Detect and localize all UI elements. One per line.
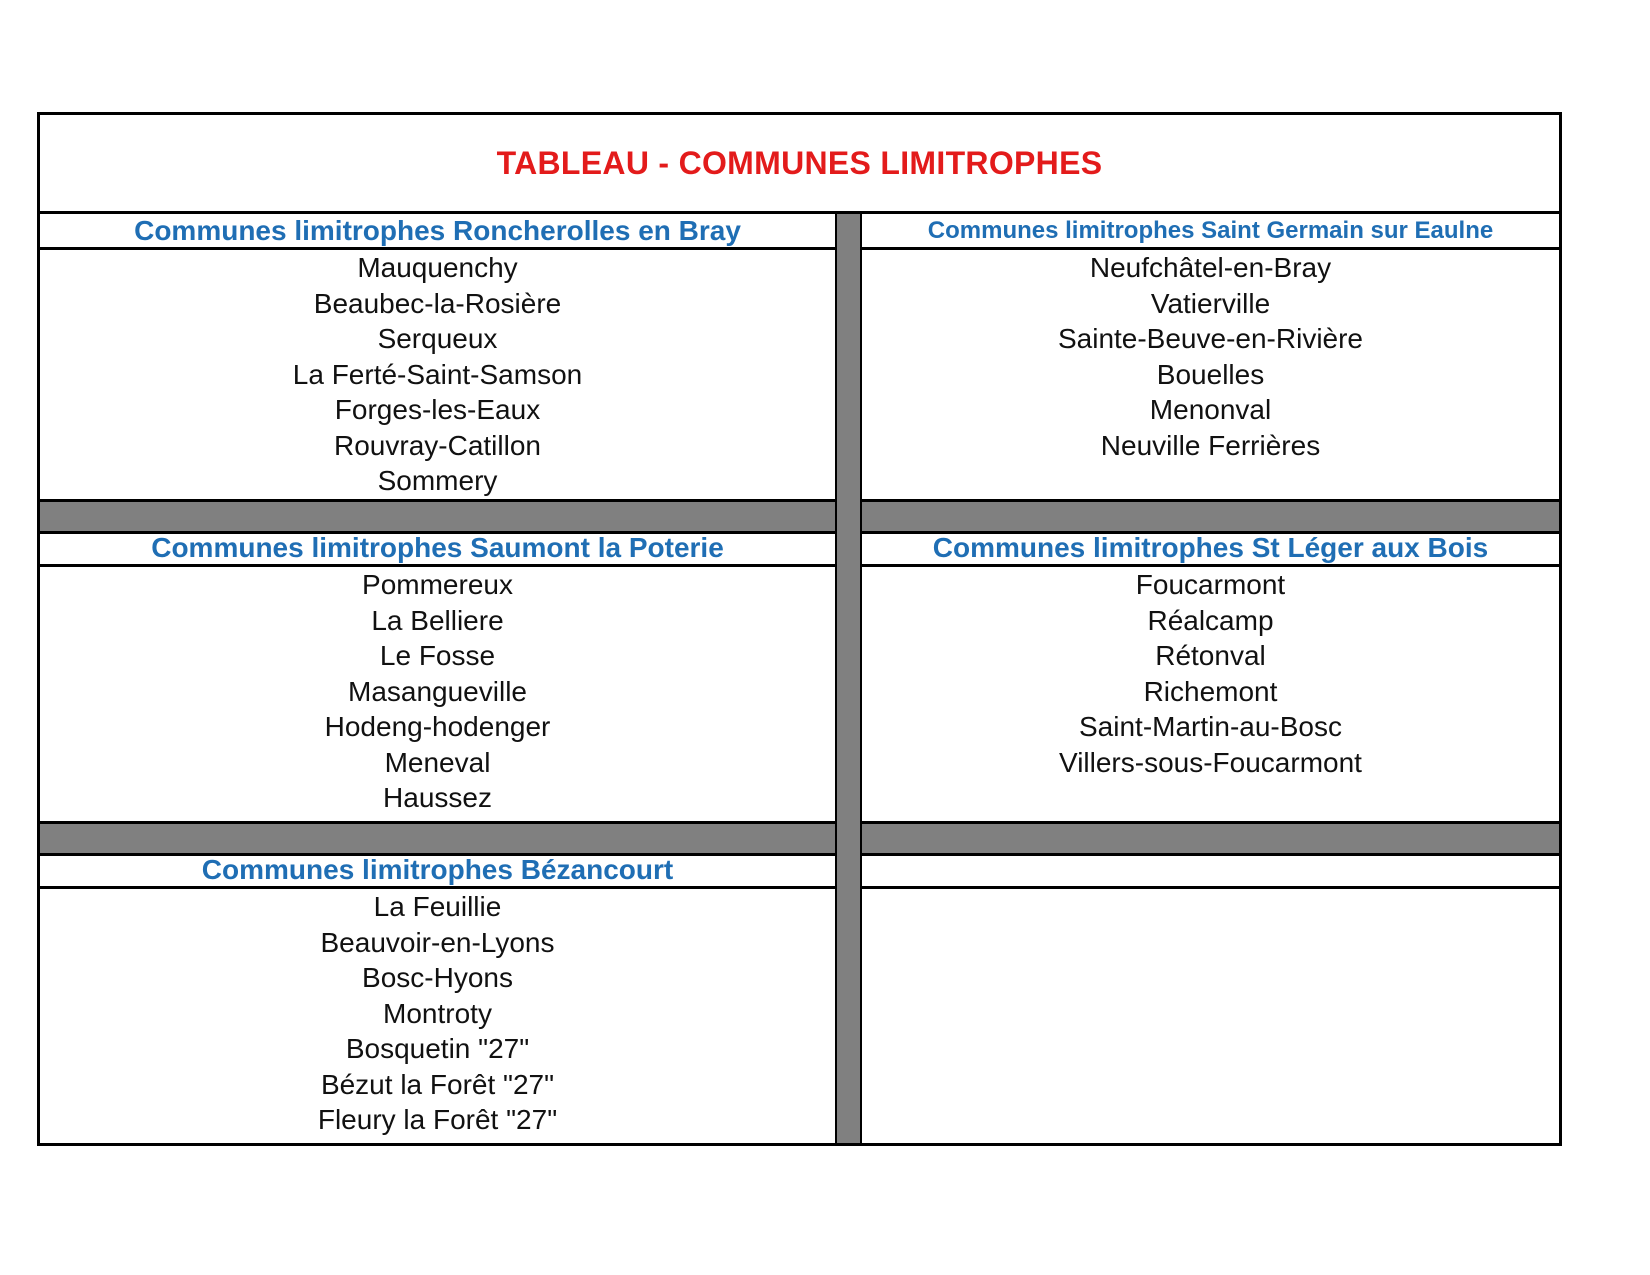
list-item: Vatierville	[1150, 287, 1271, 319]
commune-list	[862, 250, 1559, 463]
list-item: La Ferté-Saint-Samson	[292, 358, 583, 390]
list-item: Meneval	[384, 746, 491, 778]
row-divider	[40, 821, 835, 856]
list-item: Hodeng-hodenger	[324, 711, 551, 742]
list-item: Rouvray-Catillon	[334, 429, 541, 461]
table-title: TABLEAU - COMMUNES LIMITROPHES	[496, 144, 1103, 181]
list-item: Bézut la Forêt "27"	[320, 1068, 555, 1100]
list-item: Neuville Ferrières	[1100, 429, 1321, 461]
list-item: Saint-Martin-au-Bosc	[1079, 711, 1342, 742]
section-st-leger	[862, 531, 1559, 780]
row-divider	[862, 499, 1559, 534]
list-item: Bouelles	[1156, 358, 1265, 390]
list-item: Fleury la Forêt "27"	[317, 1104, 558, 1135]
list-item: Forges-les-Eaux	[334, 394, 541, 425]
section-header: Communes limitrophes Saumont la Poterie	[40, 531, 835, 567]
section-saumont	[40, 531, 835, 816]
list-item: Sainte-Beuve-en-Rivière	[1057, 323, 1364, 354]
list-item: Haussez	[383, 782, 492, 813]
list-item: Beaubec-la-Rosière	[313, 287, 562, 319]
list-item: Sommery	[377, 465, 498, 496]
list-item: Le Fosse	[379, 640, 496, 671]
section-bezancourt	[40, 853, 835, 1138]
list-item: Villers-sous-Foucarmont	[1059, 746, 1362, 778]
list-item: La Belliere	[371, 604, 504, 636]
section-header	[862, 853, 1559, 889]
list-item: Foucarmont	[1135, 569, 1286, 600]
list-item: Réalcamp	[1147, 604, 1274, 636]
column-separator	[835, 214, 862, 1143]
list-item: Beauvoir-en-Lyons	[320, 926, 555, 958]
list-item: Bosc-Hyons	[362, 962, 513, 993]
section-roncherolles	[40, 214, 835, 499]
commune-list	[40, 889, 835, 1138]
list-item: Richemont	[1143, 675, 1278, 707]
list-item: Mauquenchy	[357, 252, 518, 283]
title-row	[40, 115, 1559, 214]
section-saint-germain	[862, 214, 1559, 463]
section-header: Communes limitrophes Saint Germain sur Eaulne	[862, 214, 1559, 250]
commune-list	[40, 250, 835, 499]
section-header: Communes limitrophes St Léger aux Bois	[862, 531, 1559, 567]
row-divider	[40, 499, 835, 534]
list-item: Masangueville	[348, 675, 527, 707]
section-empty	[862, 853, 1559, 889]
list-item: Menonval	[1149, 394, 1272, 425]
commune-list	[862, 567, 1559, 780]
list-item: La Feuillie	[373, 891, 502, 922]
communes-table	[37, 112, 1562, 1146]
section-header: Communes limitrophes Bézancourt	[40, 853, 835, 889]
list-item: Rétonval	[1155, 640, 1266, 671]
row-divider	[862, 821, 1559, 856]
section-header: Communes limitrophes Roncherolles en Bray	[40, 214, 835, 250]
list-item: Bosquetin "27"	[345, 1033, 530, 1064]
list-item: Montroty	[383, 997, 492, 1029]
list-item: Serqueux	[377, 323, 498, 354]
commune-list	[40, 567, 835, 816]
list-item: Pommereux	[362, 569, 513, 600]
list-item: Neufchâtel-en-Bray	[1089, 252, 1332, 283]
